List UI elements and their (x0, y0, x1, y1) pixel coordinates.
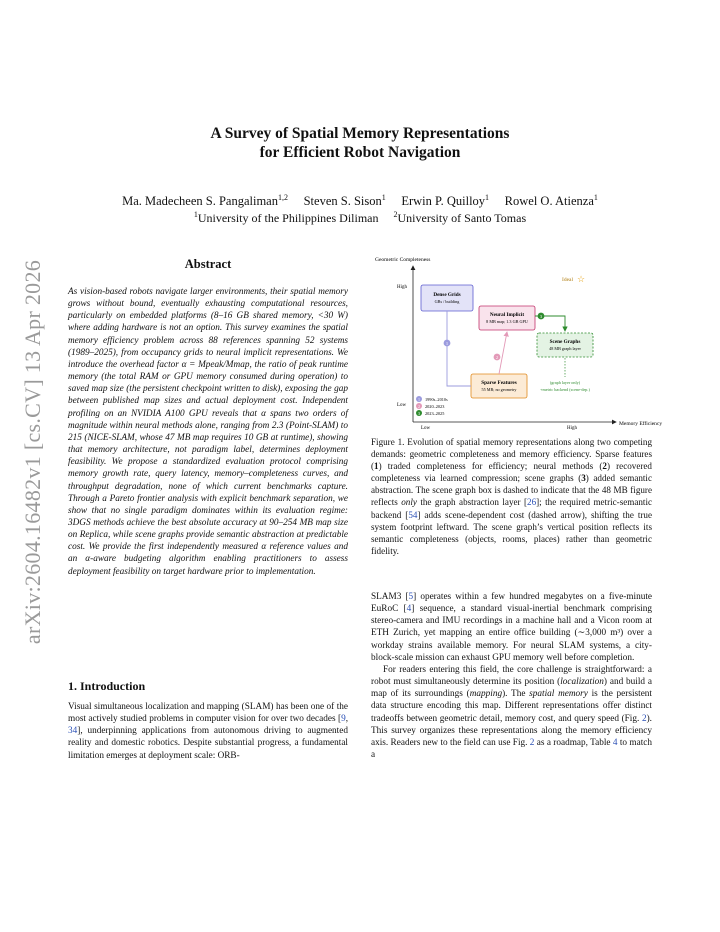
table-link[interactable]: 4 (612, 737, 618, 748)
body-text: ] sequence, a standard visual-inertial benchmark comprising stereo-camera and IMU recordings in a machine hall and a Vicon room at ETH Zurich, yet mapping an entire office building (∼3,000 m³) over a workday strains available memory. For neural SLAM systems, a city-block-scale mission can exhaust GPU memory well before completion. (371, 604, 652, 663)
caption-text: ) recovered completeness via learned compression; scene graphs ( (371, 461, 652, 484)
legend-num-1: 1 (418, 397, 420, 402)
intro-text: , (345, 714, 348, 725)
body-text: ). This survey organizes these representations along the memory efficiency axis. Readers new to the field can use Fig. (371, 713, 652, 748)
transition-2-line (499, 332, 507, 374)
sparse-features-box (471, 374, 527, 398)
title-line-2: for Efficient Robot Navigation (259, 144, 461, 161)
affil-num: 2 (393, 210, 398, 219)
caption-text: ) added semantic abstraction. The scene graph box is dashed to indicate that the 48 MB figure reflects (371, 473, 652, 508)
abstract-heading: Abstract (184, 257, 232, 271)
legend-num-2: 2 (418, 404, 420, 409)
figure-link[interactable]: 2 (641, 713, 647, 724)
citation-link[interactable]: 4 (406, 604, 412, 615)
body-text: is the persistent data structure encoding this map. Different representations offer distinct tradeoffs between geometric detail, memory cost, and query speed (Fig. (371, 689, 652, 724)
sparse-features-sub: 55 MB; no geometry (481, 387, 517, 392)
body-text: ] operates within a few hundred megabytes on a five-minute EuRoC [ (371, 592, 652, 615)
citation-link[interactable]: 34 (68, 726, 78, 737)
x-low-label: Low (421, 426, 431, 431)
author-name: Erwin P. Quilloy (401, 194, 486, 209)
citation-link[interactable]: 5 (408, 592, 414, 602)
scene-graphs-note-2: +metric backend (scene-dep.) (540, 387, 590, 392)
caption-bold: 1 (374, 461, 379, 472)
body-italic: spatial memory (529, 689, 588, 700)
neural-implicit-title: Neural Implicit (489, 312, 525, 318)
transition-1-line (447, 311, 471, 386)
abstract-text: As vision-based robots navigate larger environments, their spatial memory grows without bound, eventually exhausting computational resources, particularly on embedded platforms (8–16 GB shared memory, <30 W) where adding hardware is not an option. This survey examines the spatial memory efficiency problem across 88 references spanning 52 systems (1989–2025), from occupancy grids to neural implicit representations. We introduce the overhead factor α = Mpeak/Mmap, the ratio of peak runtime memory (the total RAM or GPU memory consumed during operation) to saved map size (the persistent checkpoint written to disk), exposing the gap between published map sizes and actual deployment cost. Independent profiling on an NVIDIA A100 GPU reveals that α spans two orders of magnitude within neural methods alone, ranging from 2.3 (Point-SLAM) to 215 (NICE-SLAM, whose 47 MB map requires 10 GB at runtime), showing that memory architecture, not paradigm label, determines deployment feasibility. We propose a standardized evaluation protocol comprising memory growth rate, query latency, memory–completeness curves, and throughput degradation, none of which current benchmarks capture. Through a Pareto frontier analysis with explicit benchmark separation, we show that no single paradigm dominates within its evaluation regime: 3DGS methods achieve the best absolute accuracy at 90–254 MB map size on Replica, while scene graphs provide semantic abstraction at predictable cost. We provide the first independently measured α reference values and an α-aware budgeting algorithm enabling practitioners to assess deployment feasibility on target hardware prior to implementation. (68, 287, 348, 577)
body-paragraph-2 (371, 664, 652, 761)
scene-graphs-note-1: (graph layer only) (549, 380, 581, 385)
author-affil: 1 (593, 193, 598, 202)
body-italic: mapping (469, 689, 503, 700)
citation-link[interactable]: 9 (341, 714, 346, 725)
marker-2-num: 2 (495, 355, 499, 360)
scene-graphs-sub: 48 MB graph layer (549, 346, 581, 351)
neural-implicit-sub: 8 MB map; 1.3 GB GPU (486, 319, 528, 324)
y-high-label: High (397, 285, 407, 290)
body-text: SLAM3 [ (371, 592, 409, 602)
affiliation: University of the Philippines Diliman (197, 211, 379, 225)
title-line-1: A Survey of Spatial Memory Representations (210, 125, 510, 142)
x-high-label: High (567, 426, 577, 431)
affiliation-list (0, 207, 720, 226)
legend-label-1: 1990s–2010s (425, 397, 448, 402)
affil-num: 1 (193, 210, 198, 219)
intro-paragraph (68, 701, 348, 762)
marker-1-num: 1 (445, 341, 449, 346)
caption-italic: only (401, 497, 417, 508)
arxiv-sidebar (12, 259, 54, 645)
caption-text: Figure 1. Evolution of spatial memory representations along two competing demands: geometric completeness and memory efficiency. Sparse features ( (371, 437, 652, 472)
author-name: Steven S. Sison (303, 194, 382, 209)
legend-label-3: 2023–2025 (425, 411, 445, 416)
legend-label-2: 2020–2023 (425, 404, 445, 409)
y-axis-label: Geometric Completeness (375, 257, 431, 263)
body-text: as a roadmap, Table (534, 737, 613, 748)
citation-link[interactable]: 26 (527, 497, 537, 508)
caption-bold: 2 (602, 461, 607, 472)
dense-grids-sub: GBs / building (434, 299, 460, 304)
y-low-label: Low (397, 403, 407, 408)
figure-1-caption (371, 436, 652, 557)
author-name: Rowel O. Atienza (504, 194, 594, 209)
dense-grids-title: Dense Grids (433, 292, 461, 298)
intro-heading: 1. Introduction (68, 679, 146, 693)
caption-text: ] adds scene-dependent cost (dashed arrow), shifting the true system footprint leftward. The scene graph’s vertical position reflects its semantic completeness (objects, rooms, places) rather than geometric fidelity. (371, 509, 652, 556)
marker-3-num: 3 (539, 314, 543, 319)
scene-graphs-title: Scene Graphs (549, 339, 581, 345)
paper-title (0, 124, 720, 162)
author-affil: 1 (485, 193, 490, 202)
caption-text: ]; the required metric-semantic backend [ (371, 497, 653, 520)
figure-1-diagram (371, 254, 663, 432)
scene-graphs-box (537, 333, 593, 357)
body-text: to match a (371, 737, 653, 761)
intro-text: ], underpinning applications from autonomous driving to augmented reality and domestic robotics. Despite substantial progress, a fundamental limitation emerges at deployment scale: ORB- (68, 726, 348, 761)
x-axis-label: Memory Efficiency (619, 421, 663, 427)
sparse-features-title: Sparse Features (481, 380, 517, 386)
author-affil: 1,2 (277, 193, 288, 202)
author-affil: 1 (381, 193, 386, 202)
affiliation: University of Santo Tomas (397, 211, 527, 225)
dense-grids-box (421, 285, 473, 311)
figure-link[interactable]: 2 (529, 737, 535, 748)
intro-text: Visual simultaneous localization and mapping (SLAM) has been one of the most actively studied problems in computer vision for over two decades [ (68, 702, 348, 725)
figure-1 (371, 254, 663, 432)
body-text: ) and build a map of its surroundings ( (371, 677, 652, 700)
caption-text: the graph abstraction layer [ (416, 497, 528, 508)
legend-num-3: 3 (418, 411, 420, 416)
arxiv-id: arXiv:2604.16482v1 [cs.CV] 13 Apr 2026 (20, 259, 45, 645)
ideal-label: Ideal (562, 277, 573, 283)
body-text: ). The (502, 689, 530, 700)
star-icon: ☆ (577, 274, 586, 284)
citation-link[interactable]: 54 (408, 509, 418, 520)
neural-implicit-box (479, 306, 535, 330)
right-column-body (371, 591, 652, 761)
caption-text: ) traded completeness for efficiency; neural methods ( (378, 461, 603, 472)
body-text: For readers entering this field, the core challenge is straightforward: a robot must simultaneously determine its position ( (371, 664, 652, 688)
author-name: Ma. Madecheen S. Pangaliman (122, 194, 278, 209)
caption-bold: 3 (581, 473, 586, 484)
body-italic: localization (560, 677, 604, 688)
